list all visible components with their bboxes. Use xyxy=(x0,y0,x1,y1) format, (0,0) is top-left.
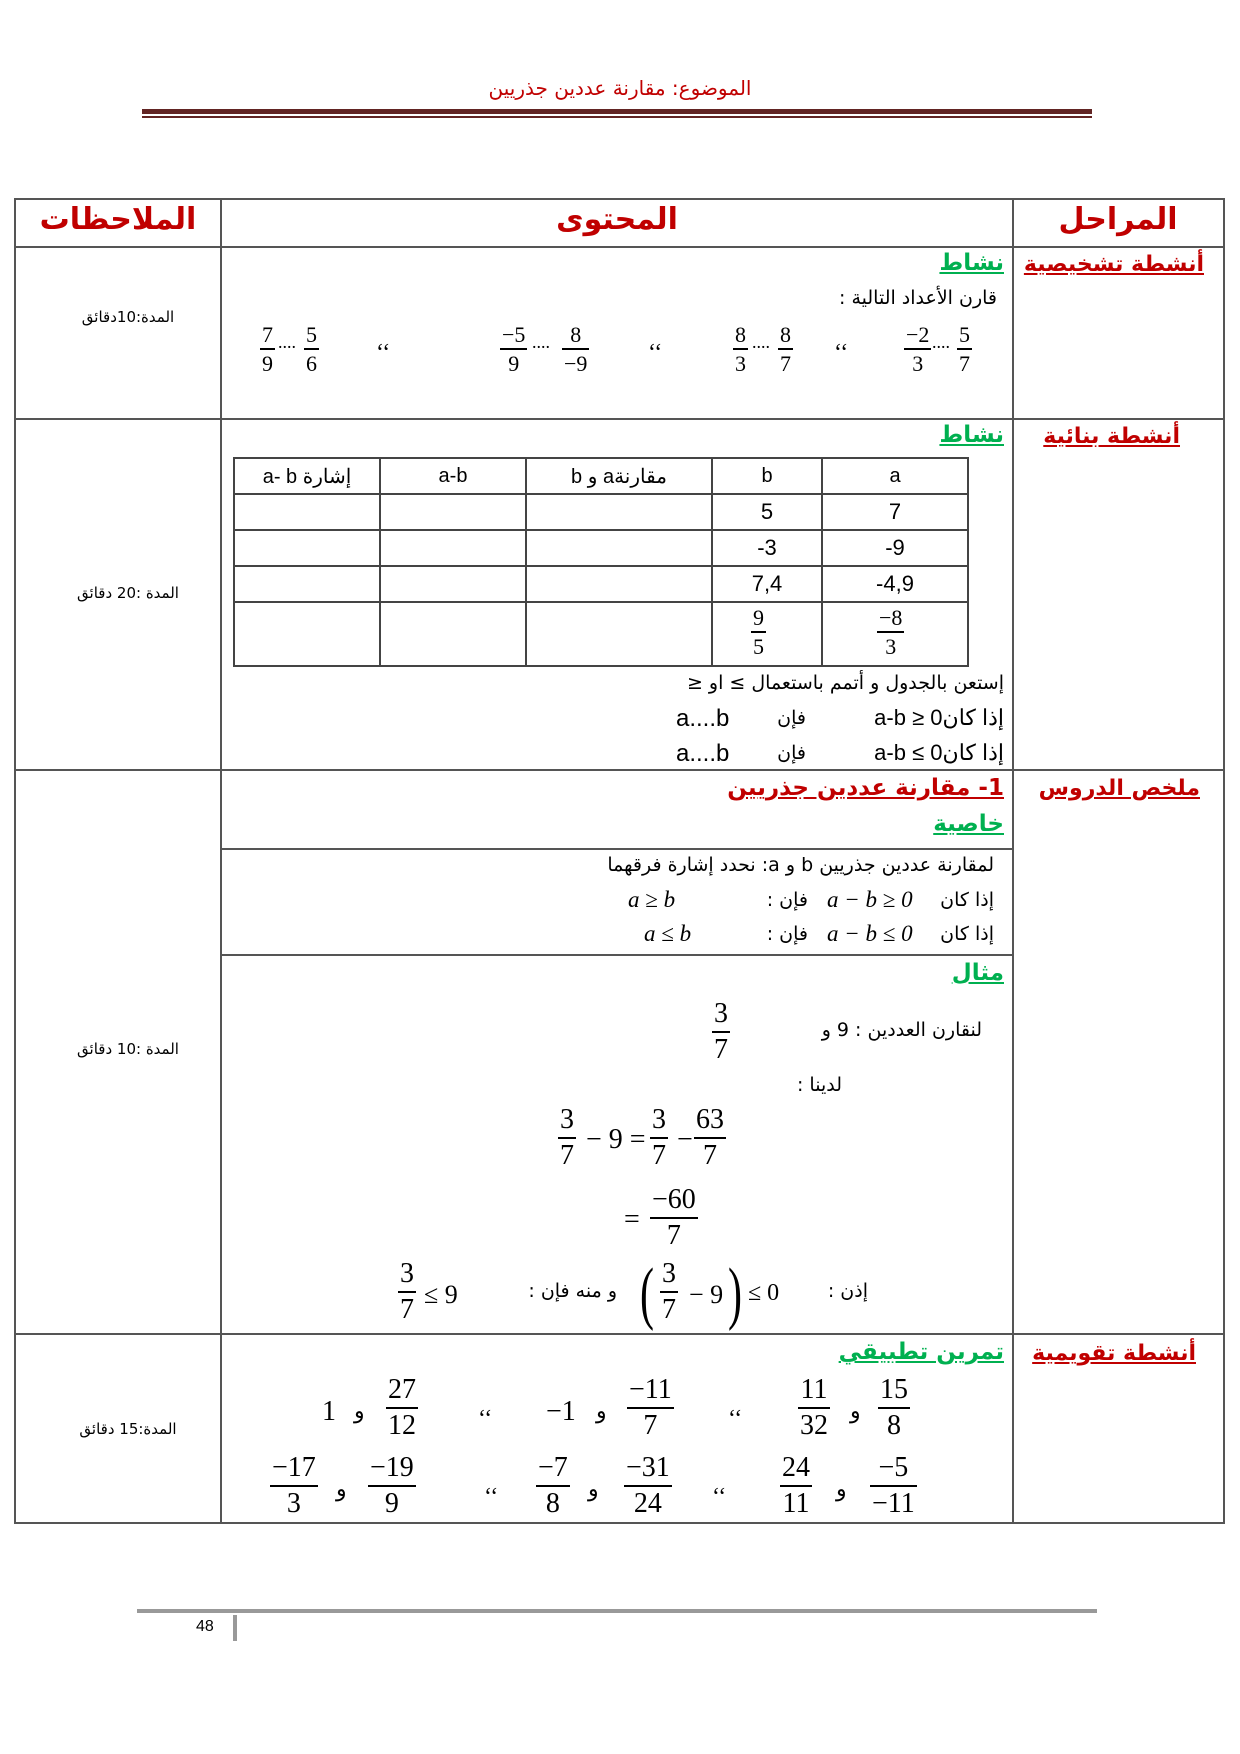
page-number: 48 xyxy=(196,1618,214,1635)
table-row: 7,4 -4,9 xyxy=(234,566,968,602)
stage-constructive: أنشطة بنائية xyxy=(1043,424,1180,449)
column-header-stages: المراحل xyxy=(1058,202,1178,237)
fraction: −60 7 xyxy=(652,1184,696,1251)
fraction: 7 9 xyxy=(262,322,273,376)
paren-left: ( xyxy=(640,1255,654,1332)
separator: ‘‘ xyxy=(376,340,391,366)
header-rule-thin xyxy=(142,116,1092,118)
page-title: الموضوع: مقارنة عددين جذريين xyxy=(488,76,752,100)
table-header-diff: a-b xyxy=(380,458,526,494)
fraction: −17 3 xyxy=(272,1452,316,1519)
comparison-table xyxy=(233,457,969,667)
table-row xyxy=(234,602,968,666)
table-header-a: a xyxy=(822,458,968,494)
paren-right: ) xyxy=(728,1255,742,1332)
fraction: −2 3 xyxy=(906,322,930,376)
cond1-math: a − b ≥ 0 xyxy=(827,887,913,912)
example-intro: لنقارن العددين : 9 و xyxy=(821,1019,982,1041)
duration-note: المدة :20 دقائق xyxy=(77,584,179,602)
fraction: 3 7 xyxy=(400,1258,414,1325)
fraction: 24 11 xyxy=(782,1452,810,1519)
fraction: 3 7 xyxy=(662,1258,676,1325)
column-header-notes: الملاحظات xyxy=(39,202,197,237)
condition-1: إذا كان0 ≤ a-b xyxy=(874,705,1004,730)
leq-zero: ≤ 0 xyxy=(748,1280,780,1306)
fraction: 9 5 xyxy=(753,605,764,659)
fraction: −5 9 xyxy=(502,322,526,376)
fraction: 63 7 xyxy=(696,1104,724,1171)
instruction-text: إستعن بالجدول و أتمم باستعمال ≥ او ≤ xyxy=(686,672,1004,694)
property-heading: خاصية xyxy=(933,811,1004,837)
fraction: 8 7 xyxy=(780,322,791,376)
fraction: −5 −11 xyxy=(872,1452,915,1519)
fraction: −19 9 xyxy=(370,1452,414,1519)
table-header-b: b xyxy=(712,458,822,494)
result-2: a....b xyxy=(676,740,730,767)
fraction: 8 3 xyxy=(735,322,746,376)
table-row: 5 7 xyxy=(234,494,968,530)
footer-rule xyxy=(137,1609,1097,1613)
table-row: -3 -9 xyxy=(234,530,968,566)
fraction: 5 6 xyxy=(306,322,317,376)
activity-heading: نشاط xyxy=(939,422,1004,448)
fraction: 3 7 xyxy=(560,1104,574,1171)
cond2-result: a ≤ b xyxy=(644,921,692,946)
example-heading: مثال xyxy=(951,960,1004,986)
condition-2: إذا كان0 ≥ a-b xyxy=(874,740,1004,765)
column-header-content: المحتوى xyxy=(556,202,678,237)
fraction: 11 32 xyxy=(800,1374,828,1441)
header-rule xyxy=(142,109,1092,114)
footer-bar xyxy=(233,1615,237,1641)
cond2-label: إذا كان xyxy=(940,923,994,945)
fraction: −11 7 xyxy=(629,1374,672,1441)
duration-note: المدة:15 دقائق xyxy=(79,1420,177,1438)
cond2-math: a − b ≤ 0 xyxy=(827,921,913,946)
table-header-sign: إشارة a- b xyxy=(234,458,380,494)
fraction: 5 7 xyxy=(959,322,970,376)
then-1: فإن xyxy=(777,708,806,729)
result-1: a....b xyxy=(676,705,730,732)
thus-label: و منه فإن : xyxy=(528,1280,617,1302)
fraction: 3 7 xyxy=(714,998,728,1065)
table-header-compare: مقارنةa و b xyxy=(526,458,712,494)
then-2: فإن xyxy=(777,743,806,764)
fraction: −8 3 xyxy=(879,605,903,659)
fraction: 15 8 xyxy=(880,1374,908,1441)
exercise-heading: تمرين تطبيقي xyxy=(838,1339,1004,1365)
duration-note: المدة :10 دقائق xyxy=(77,1040,179,1058)
separator: ‘‘ xyxy=(648,340,663,366)
stage-evaluation: أنشطة تقويمية xyxy=(1032,1341,1196,1366)
then-label: إذن : xyxy=(827,1280,868,1302)
leq-nine: ≤ 9 xyxy=(424,1280,458,1309)
cond1-label: إذا كان xyxy=(940,889,994,911)
stage-summary: ملخص الدروس xyxy=(1038,776,1200,801)
lesson-heading: 1- مقارنة عددين جذريين xyxy=(727,775,1004,801)
cond1-result: a ≥ b xyxy=(628,887,676,912)
cond1-then: فإن : xyxy=(766,889,808,911)
stage-diagnostic: أنشطة تشخيصية xyxy=(1023,252,1204,277)
fraction: −31 24 xyxy=(626,1452,670,1519)
fraction: 3 7 xyxy=(652,1104,666,1171)
duration-note: المدة:10دقائق xyxy=(81,308,175,326)
fraction: 27 12 xyxy=(388,1374,416,1441)
fraction: −7 8 xyxy=(538,1452,568,1519)
we-have-label: لدينا : xyxy=(796,1074,842,1096)
activity-heading: نشاط xyxy=(939,250,1004,276)
fraction: 8 −9 xyxy=(564,322,588,376)
instruction-text: قارن الأعداد التالية : xyxy=(839,287,997,309)
cond2-then: فإن : xyxy=(766,923,808,945)
property-text: لمقارنة عددين جذريين b و a: نحدد إشارة فرقهما xyxy=(607,854,994,876)
separator: ‘‘ xyxy=(834,340,849,366)
